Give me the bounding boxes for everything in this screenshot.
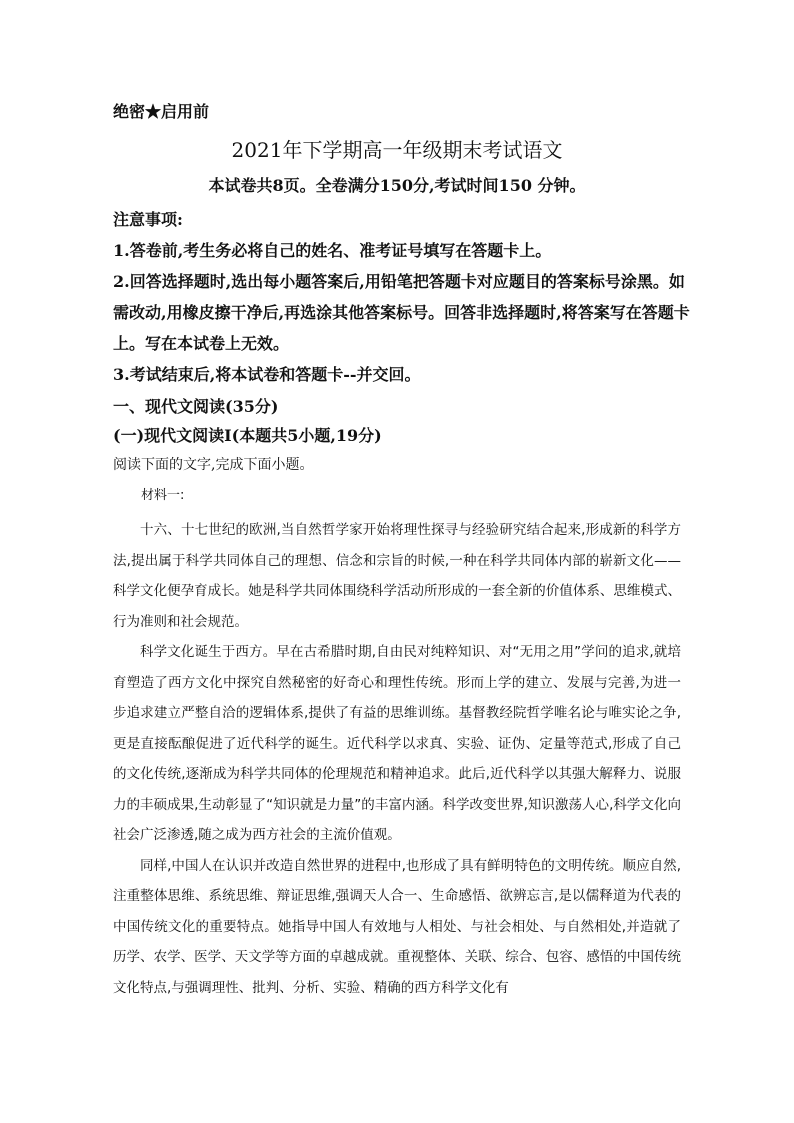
material-label: 材料一: <box>141 488 185 503</box>
section-heading-part-one: 一、现代文阅读(35分) <box>113 397 279 416</box>
material-paragraph: 科学文化诞生于西方。早在古希腊时期,自由民对纯粹知识、对“无用之用”学问的追求,就培育塑造了西方文化中探究自然秘密的好奇心和理性传统。形而上学的建立、发展与完善,为进一步追求建立严整自洽的逻辑体系,提供了有益的思维训练。基督教经院哲学唯名论与唯实论之争,更是直接酝酿促进了近代科学的诞生。近代科学以求真、实验、证伪、定量等范式,形成了自己的文化传统,逐渐成为科学共同体的伦理规范和精神追求。此后,近代科学以其强大解释力、说服力的丰硕成果,生动彰显了“知识就是力量”的丰富内涵。科学改变世界,知识激荡人心,科学文化向社会广泛渗透,随之成为西方社会的主流价值观。 <box>113 644 681 843</box>
section-heading-part-one-sub: (一)现代文阅读Ⅰ(本题共5小题,19分) <box>113 426 382 445</box>
material-paragraph: 十六、十七世纪的欧洲,当自然哲学家开始将理性探寻与经验研究结合起来,形成新的科学方法,提出属于科学共同体自己的理想、信念和宗旨的时候,一种在科学共同体内部的崭新文化——科学文化便孕育成长。她是科学共同体围绕科学活动所形成的一套全新的价值体系、思维模式、行为准则和社会规范。 <box>113 522 681 630</box>
notes-item: 2.回答选择题时,选出每小题答案后,用铅笔把答题卡对应题目的答案标号涂黑。如需改动,用橡皮擦干净后,再选涂其他答案标号。回答非选择题时,将答案写在答题卡上。写在本试卷上无效。 <box>113 272 690 353</box>
exam-subtitle: 本试卷共8页。全卷满分150分,考试时间150 分钟。 <box>208 176 586 195</box>
secret-label: 绝密★启用前 <box>113 102 210 121</box>
exam-title: 2021年下学期高一年级期末考试语文 <box>231 138 563 162</box>
material-paragraph: 同样,中国人在认识并改造自然世界的进程中,也形成了具有鲜明特色的文明传统。顺应自然,注重整体思维、系统思维、辩证思维,强调天人合一、生命感悟、欲辨忘言,是以儒释道为代表的中国传统文化的重要特点。她指导中国人有效地与人相处、与社会相处、与自然相处,并造就了历学、农学、医学、天文学等方面的卓越成就。重视整体、关联、综合、包容、感悟的中国传统文化特点,与强调理性、批判、分析、实验、精确的西方科学文化有 <box>113 857 681 996</box>
notes-heading: 注意事项: <box>113 210 183 229</box>
notes-block <box>113 204 693 390</box>
notes-item: 3.考试结束后,将本试卷和答题卡--并交回。 <box>113 365 421 384</box>
reading-instruction: 阅读下面的文字,完成下面小题。 <box>113 457 314 473</box>
notes-item: 1.答卷前,考生务必将自己的姓名、准考证号填写在答题卡上。 <box>113 241 552 260</box>
material-text <box>113 515 681 1003</box>
